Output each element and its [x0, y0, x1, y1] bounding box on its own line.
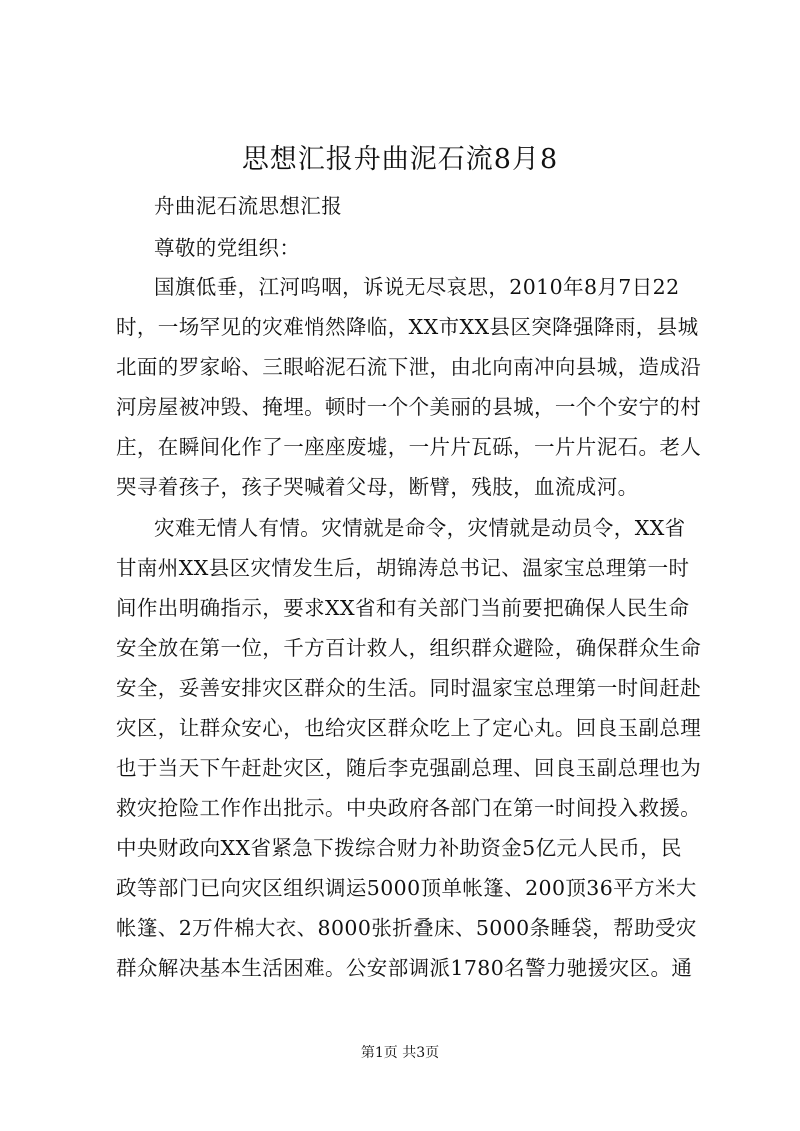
body-line: 时，一场罕见的灾难悄然降临，XX市XX县区突降强降雨，县城	[116, 315, 699, 339]
body-line: 河房屋被冲毁、掩埋。顿时一个个美丽的县城，一个个安宁的村	[116, 395, 702, 419]
body-line: 甘南州XX县区灾情发生后，胡锦涛总书记、温家宝总理第一时	[116, 556, 690, 580]
salutation-line: 尊敬的党组织：	[154, 236, 301, 260]
body-line: 政等部门已向灾区组织调运5000顶单帐篷、200顶36平方米大	[116, 876, 697, 900]
body-line: 灾难无情人有情。灾情就是命令，灾情就是动员令，XX省	[154, 516, 686, 540]
body-line: 庄，在瞬间化作了一座座废墟，一片片瓦砾，一片片泥石。老人	[116, 435, 702, 459]
page-number-footer: 第1页 共3页	[360, 1045, 440, 1061]
body-line: 国旗低垂，江河呜咽，诉说无尽哀思，2010年8月7日22	[154, 275, 680, 299]
subtitle-line: 舟曲泥石流思想汇报	[154, 194, 343, 218]
body-line: 也于当天下午赶赴灾区，随后李克强副总理、回良玉副总理也为	[116, 756, 702, 780]
body-line: 帐篷、2万件棉大衣、8000张折叠床、5000条睡袋，帮助受灾	[116, 916, 697, 940]
body-line: 安全放在第一位，千方百计救人，组织群众避险，确保群众生命	[116, 636, 702, 660]
body-line: 灾区，让群众安心，也给灾区群众吃上了定心丸。回良玉副总理	[116, 716, 702, 740]
body-line: 安全，妥善安排灾区群众的生活。同时温家宝总理第一时间赶赴	[116, 676, 702, 700]
document-title: 思想汇报舟曲泥石流8月8	[241, 144, 559, 175]
body-line: 群众解决基本生活困难。公安部调派1780名警力驰援灾区。通	[116, 956, 693, 980]
body-line: 间作出明确指示，要求XX省和有关部门当前要把确保人民生命	[116, 596, 690, 620]
body-line: 中央财政向XX省紧急下拨综合财力补助资金5亿元人民币，民	[116, 836, 682, 860]
body-line: 北面的罗家峪、三眼峪泥石流下泄，由北向南冲向县城，造成沿	[116, 355, 702, 379]
body-line: 哭寻着孩子，孩子哭喊着父母，断臂，残肢，血流成河。	[116, 475, 639, 499]
body-line: 救灾抢险工作作出批示。中央政府各部门在第一时间投入救援。	[116, 796, 702, 820]
